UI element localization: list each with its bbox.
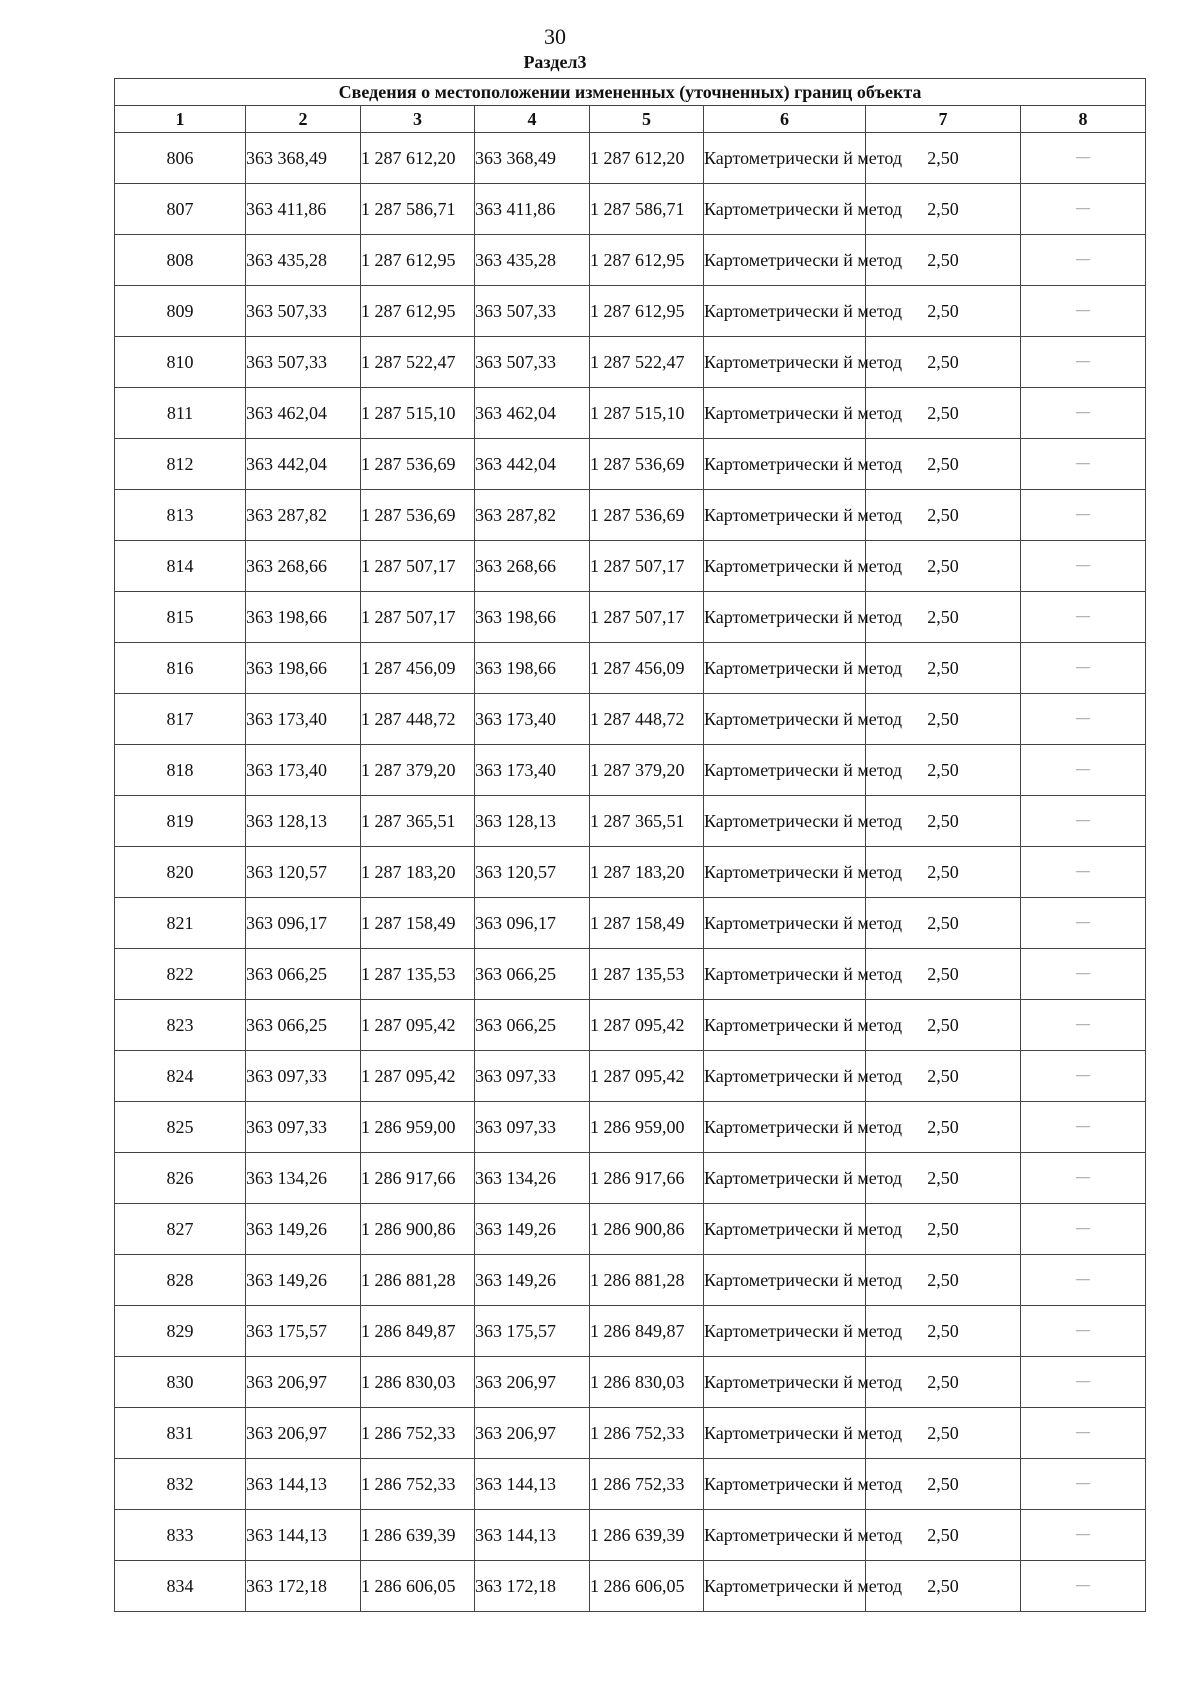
table-row	[115, 643, 1146, 694]
point-number-cell: 832	[115, 1459, 246, 1510]
table-row	[115, 745, 1146, 796]
new-y-cell: 1 287 586,71	[590, 184, 704, 235]
point-number-cell: 823	[115, 1000, 246, 1051]
method-cell: Картометрически й метод	[704, 745, 866, 796]
method-cell: Картометрически й метод	[704, 1255, 866, 1306]
old-y-cell: 1 287 379,20	[361, 745, 475, 796]
accuracy-cell: 2,50	[866, 133, 1021, 184]
accuracy-cell: 2,50	[866, 1306, 1021, 1357]
table-row	[115, 541, 1146, 592]
new-x-cell: 363 097,33	[475, 1102, 590, 1153]
point-number-cell: 810	[115, 337, 246, 388]
new-x-cell: 363 368,49	[475, 133, 590, 184]
table-row	[115, 235, 1146, 286]
old-x-cell: 363 287,82	[246, 490, 361, 541]
new-x-cell: 363 066,25	[475, 949, 590, 1000]
old-y-cell: 1 287 135,53	[361, 949, 475, 1000]
description-cell: —	[1021, 745, 1146, 796]
new-x-cell: 363 097,33	[475, 1051, 590, 1102]
new-x-cell: 363 198,66	[475, 592, 590, 643]
column-number: 1	[115, 106, 246, 133]
new-x-cell: 363 149,26	[475, 1204, 590, 1255]
accuracy-cell: 2,50	[866, 388, 1021, 439]
description-cell: —	[1021, 1408, 1146, 1459]
method-cell: Картометрически й метод	[704, 1000, 866, 1051]
old-y-cell: 1 287 095,42	[361, 1000, 475, 1051]
method-cell: Картометрически й метод	[704, 796, 866, 847]
point-number-cell: 825	[115, 1102, 246, 1153]
table-row	[115, 1000, 1146, 1051]
old-x-cell: 363 198,66	[246, 592, 361, 643]
table-row	[115, 1510, 1146, 1561]
old-x-cell: 363 149,26	[246, 1204, 361, 1255]
old-x-cell: 363 507,33	[246, 286, 361, 337]
old-x-cell: 363 134,26	[246, 1153, 361, 1204]
description-cell: —	[1021, 898, 1146, 949]
new-x-cell: 363 411,86	[475, 184, 590, 235]
table-row	[115, 1204, 1146, 1255]
new-x-cell: 363 268,66	[475, 541, 590, 592]
description-cell: —	[1021, 1102, 1146, 1153]
section-title: Раздел3	[523, 52, 587, 72]
old-x-cell: 363 173,40	[246, 745, 361, 796]
new-y-cell: 1 286 830,03	[590, 1357, 704, 1408]
method-cell: Картометрически й метод	[704, 235, 866, 286]
table-row	[115, 898, 1146, 949]
description-cell: —	[1021, 1000, 1146, 1051]
table-row	[115, 1459, 1146, 1510]
point-number-cell: 827	[115, 1204, 246, 1255]
old-x-cell: 363 435,28	[246, 235, 361, 286]
accuracy-cell: 2,50	[866, 847, 1021, 898]
description-cell: —	[1021, 1306, 1146, 1357]
table-row	[115, 694, 1146, 745]
table-row	[115, 1051, 1146, 1102]
method-cell: Картометрически й метод	[704, 1306, 866, 1357]
point-number-cell: 829	[115, 1306, 246, 1357]
method-cell: Картометрически й метод	[704, 1459, 866, 1510]
point-number-cell: 824	[115, 1051, 246, 1102]
description-cell: —	[1021, 1561, 1146, 1612]
old-y-cell: 1 287 536,69	[361, 490, 475, 541]
new-y-cell: 1 287 158,49	[590, 898, 704, 949]
accuracy-cell: 2,50	[866, 1204, 1021, 1255]
new-x-cell: 363 198,66	[475, 643, 590, 694]
table-body	[115, 133, 1146, 1612]
old-y-cell: 1 286 639,39	[361, 1510, 475, 1561]
table-row	[115, 1102, 1146, 1153]
old-y-cell: 1 287 448,72	[361, 694, 475, 745]
description-cell: —	[1021, 847, 1146, 898]
method-cell: Картометрически й метод	[704, 847, 866, 898]
point-number-cell: 807	[115, 184, 246, 235]
description-cell: —	[1021, 643, 1146, 694]
column-number: 8	[1021, 106, 1146, 133]
table-row	[115, 1357, 1146, 1408]
new-x-cell: 363 173,40	[475, 745, 590, 796]
new-y-cell: 1 287 095,42	[590, 1051, 704, 1102]
description-cell: —	[1021, 1255, 1146, 1306]
point-number-cell: 820	[115, 847, 246, 898]
old-x-cell: 363 198,66	[246, 643, 361, 694]
description-cell: —	[1021, 541, 1146, 592]
new-x-cell: 363 435,28	[475, 235, 590, 286]
new-y-cell: 1 287 456,09	[590, 643, 704, 694]
old-x-cell: 363 462,04	[246, 388, 361, 439]
method-cell: Картометрически й метод	[704, 1204, 866, 1255]
point-number-cell: 831	[115, 1408, 246, 1459]
description-cell: —	[1021, 949, 1146, 1000]
old-x-cell: 363 149,26	[246, 1255, 361, 1306]
accuracy-cell: 2,50	[866, 1459, 1021, 1510]
new-y-cell: 1 287 095,42	[590, 1000, 704, 1051]
point-number-cell: 817	[115, 694, 246, 745]
new-y-cell: 1 286 917,66	[590, 1153, 704, 1204]
method-cell: Картометрически й метод	[704, 949, 866, 1000]
point-number-cell: 811	[115, 388, 246, 439]
new-x-cell: 363 173,40	[475, 694, 590, 745]
description-cell: —	[1021, 439, 1146, 490]
new-x-cell: 363 134,26	[475, 1153, 590, 1204]
new-y-cell: 1 287 612,95	[590, 235, 704, 286]
new-x-cell: 363 507,33	[475, 286, 590, 337]
accuracy-cell: 2,50	[866, 949, 1021, 1000]
accuracy-cell: 2,50	[866, 541, 1021, 592]
accuracy-cell: 2,50	[866, 745, 1021, 796]
new-x-cell: 363 507,33	[475, 337, 590, 388]
old-x-cell: 363 128,13	[246, 796, 361, 847]
point-number-cell: 816	[115, 643, 246, 694]
old-x-cell: 363 096,17	[246, 898, 361, 949]
method-cell: Картометрически й метод	[704, 1561, 866, 1612]
accuracy-cell: 2,50	[866, 337, 1021, 388]
table-row	[115, 1255, 1146, 1306]
new-x-cell: 363 206,97	[475, 1357, 590, 1408]
new-x-cell: 363 144,13	[475, 1459, 590, 1510]
new-x-cell: 363 149,26	[475, 1255, 590, 1306]
page-number: 30	[544, 24, 566, 49]
accuracy-cell: 2,50	[866, 898, 1021, 949]
column-number: 3	[361, 106, 475, 133]
new-y-cell: 1 287 379,20	[590, 745, 704, 796]
old-y-cell: 1 286 917,66	[361, 1153, 475, 1204]
accuracy-cell: 2,50	[866, 1408, 1021, 1459]
accuracy-cell: 2,50	[866, 1153, 1021, 1204]
column-number-row	[115, 106, 1146, 133]
new-x-cell: 363 144,13	[475, 1510, 590, 1561]
table-row	[115, 337, 1146, 388]
old-y-cell: 1 287 612,95	[361, 235, 475, 286]
method-cell: Картометрически й метод	[704, 1408, 866, 1459]
table-row	[115, 847, 1146, 898]
point-number-cell: 830	[115, 1357, 246, 1408]
new-y-cell: 1 287 522,47	[590, 337, 704, 388]
new-x-cell: 363 287,82	[475, 490, 590, 541]
old-y-cell: 1 287 612,20	[361, 133, 475, 184]
description-cell: —	[1021, 490, 1146, 541]
description-cell: —	[1021, 337, 1146, 388]
description-cell: —	[1021, 1051, 1146, 1102]
new-y-cell: 1 287 536,69	[590, 439, 704, 490]
point-number-cell: 822	[115, 949, 246, 1000]
old-y-cell: 1 286 752,33	[361, 1408, 475, 1459]
new-y-cell: 1 287 612,95	[590, 286, 704, 337]
point-number-cell: 826	[115, 1153, 246, 1204]
new-y-cell: 1 286 849,87	[590, 1306, 704, 1357]
method-cell: Картометрически й метод	[704, 1510, 866, 1561]
column-number: 2	[246, 106, 361, 133]
accuracy-cell: 2,50	[866, 1102, 1021, 1153]
old-y-cell: 1 286 881,28	[361, 1255, 475, 1306]
old-x-cell: 363 206,97	[246, 1357, 361, 1408]
old-x-cell: 363 066,25	[246, 949, 361, 1000]
method-cell: Картометрически й метод	[704, 337, 866, 388]
method-cell: Картометрически й метод	[704, 184, 866, 235]
old-y-cell: 1 286 849,87	[361, 1306, 475, 1357]
accuracy-cell: 2,50	[866, 286, 1021, 337]
old-x-cell: 363 066,25	[246, 1000, 361, 1051]
old-x-cell: 363 268,66	[246, 541, 361, 592]
new-x-cell: 363 206,97	[475, 1408, 590, 1459]
new-x-cell: 363 096,17	[475, 898, 590, 949]
new-y-cell: 1 287 448,72	[590, 694, 704, 745]
table-row	[115, 1561, 1146, 1612]
new-x-cell: 363 066,25	[475, 1000, 590, 1051]
point-number-cell: 828	[115, 1255, 246, 1306]
accuracy-cell: 2,50	[866, 235, 1021, 286]
new-y-cell: 1 286 606,05	[590, 1561, 704, 1612]
table-row	[115, 1408, 1146, 1459]
method-cell: Картометрически й метод	[704, 643, 866, 694]
column-number: 4	[475, 106, 590, 133]
accuracy-cell: 2,50	[866, 184, 1021, 235]
new-x-cell: 363 172,18	[475, 1561, 590, 1612]
description-cell: —	[1021, 1459, 1146, 1510]
accuracy-cell: 2,50	[866, 439, 1021, 490]
point-number-cell: 813	[115, 490, 246, 541]
new-y-cell: 1 286 752,33	[590, 1408, 704, 1459]
new-x-cell: 363 442,04	[475, 439, 590, 490]
accuracy-cell: 2,50	[866, 1000, 1021, 1051]
description-cell: —	[1021, 1357, 1146, 1408]
old-x-cell: 363 144,13	[246, 1459, 361, 1510]
accuracy-cell: 2,50	[866, 490, 1021, 541]
old-x-cell: 363 097,33	[246, 1051, 361, 1102]
table-row	[115, 796, 1146, 847]
old-y-cell: 1 287 612,95	[361, 286, 475, 337]
old-y-cell: 1 287 522,47	[361, 337, 475, 388]
old-x-cell: 363 175,57	[246, 1306, 361, 1357]
point-number-cell: 809	[115, 286, 246, 337]
old-x-cell: 363 097,33	[246, 1102, 361, 1153]
new-x-cell: 363 462,04	[475, 388, 590, 439]
point-number-cell: 806	[115, 133, 246, 184]
new-x-cell: 363 128,13	[475, 796, 590, 847]
method-cell: Картометрически й метод	[704, 1153, 866, 1204]
accuracy-cell: 2,50	[866, 694, 1021, 745]
old-y-cell: 1 287 515,10	[361, 388, 475, 439]
description-cell: —	[1021, 796, 1146, 847]
accuracy-cell: 2,50	[866, 1255, 1021, 1306]
old-y-cell: 1 287 456,09	[361, 643, 475, 694]
old-x-cell: 363 206,97	[246, 1408, 361, 1459]
table-row	[115, 388, 1146, 439]
old-y-cell: 1 286 752,33	[361, 1459, 475, 1510]
point-number-cell: 814	[115, 541, 246, 592]
old-x-cell: 363 120,57	[246, 847, 361, 898]
description-cell: —	[1021, 133, 1146, 184]
old-x-cell: 363 507,33	[246, 337, 361, 388]
point-number-cell: 819	[115, 796, 246, 847]
new-y-cell: 1 287 507,17	[590, 541, 704, 592]
method-cell: Картометрически й метод	[704, 1051, 866, 1102]
old-y-cell: 1 287 586,71	[361, 184, 475, 235]
description-cell: —	[1021, 235, 1146, 286]
method-cell: Картометрически й метод	[704, 592, 866, 643]
accuracy-cell: 2,50	[866, 1561, 1021, 1612]
old-x-cell: 363 368,49	[246, 133, 361, 184]
accuracy-cell: 2,50	[866, 1357, 1021, 1408]
old-x-cell: 363 144,13	[246, 1510, 361, 1561]
new-y-cell: 1 287 515,10	[590, 388, 704, 439]
point-number-cell: 834	[115, 1561, 246, 1612]
table-caption: Сведения о местоположении измененных (уточненных) границ объекта	[115, 79, 1146, 106]
accuracy-cell: 2,50	[866, 796, 1021, 847]
new-y-cell: 1 286 900,86	[590, 1204, 704, 1255]
old-y-cell: 1 287 536,69	[361, 439, 475, 490]
point-number-cell: 808	[115, 235, 246, 286]
old-y-cell: 1 287 095,42	[361, 1051, 475, 1102]
new-y-cell: 1 287 507,17	[590, 592, 704, 643]
old-x-cell: 363 173,40	[246, 694, 361, 745]
new-y-cell: 1 287 536,69	[590, 490, 704, 541]
table-row	[115, 490, 1146, 541]
accuracy-cell: 2,50	[866, 643, 1021, 694]
table-row	[115, 1306, 1146, 1357]
new-x-cell: 363 120,57	[475, 847, 590, 898]
column-number: 5	[590, 106, 704, 133]
method-cell: Картометрически й метод	[704, 286, 866, 337]
new-y-cell: 1 287 612,20	[590, 133, 704, 184]
column-number: 7	[866, 106, 1021, 133]
table-row	[115, 439, 1146, 490]
description-cell: —	[1021, 1510, 1146, 1561]
point-number-cell: 833	[115, 1510, 246, 1561]
point-number-cell: 815	[115, 592, 246, 643]
description-cell: —	[1021, 184, 1146, 235]
method-cell: Картометрически й метод	[704, 1357, 866, 1408]
point-number-cell: 821	[115, 898, 246, 949]
new-x-cell: 363 175,57	[475, 1306, 590, 1357]
column-number: 6	[704, 106, 866, 133]
new-y-cell: 1 287 183,20	[590, 847, 704, 898]
old-y-cell: 1 287 365,51	[361, 796, 475, 847]
old-y-cell: 1 287 507,17	[361, 592, 475, 643]
method-cell: Картометрически й метод	[704, 490, 866, 541]
old-y-cell: 1 286 900,86	[361, 1204, 475, 1255]
old-x-cell: 363 172,18	[246, 1561, 361, 1612]
method-cell: Картометрически й метод	[704, 439, 866, 490]
table-row	[115, 286, 1146, 337]
old-y-cell: 1 286 606,05	[361, 1561, 475, 1612]
method-cell: Картометрически й метод	[704, 541, 866, 592]
description-cell: —	[1021, 694, 1146, 745]
method-cell: Картометрически й метод	[704, 898, 866, 949]
table-row	[115, 949, 1146, 1000]
description-cell: —	[1021, 1153, 1146, 1204]
method-cell: Картометрически й метод	[704, 694, 866, 745]
table-row	[115, 592, 1146, 643]
old-y-cell: 1 286 959,00	[361, 1102, 475, 1153]
new-y-cell: 1 286 752,33	[590, 1459, 704, 1510]
table-row	[115, 133, 1146, 184]
table-row	[115, 1153, 1146, 1204]
point-number-cell: 812	[115, 439, 246, 490]
boundary-coordinates-table	[114, 78, 1146, 1612]
old-x-cell: 363 411,86	[246, 184, 361, 235]
point-number-cell: 818	[115, 745, 246, 796]
method-cell: Картометрически й метод	[704, 388, 866, 439]
new-y-cell: 1 286 639,39	[590, 1510, 704, 1561]
description-cell: —	[1021, 1204, 1146, 1255]
description-cell: —	[1021, 286, 1146, 337]
new-y-cell: 1 286 959,00	[590, 1102, 704, 1153]
accuracy-cell: 2,50	[866, 592, 1021, 643]
old-x-cell: 363 442,04	[246, 439, 361, 490]
old-y-cell: 1 287 158,49	[361, 898, 475, 949]
new-y-cell: 1 287 135,53	[590, 949, 704, 1000]
accuracy-cell: 2,50	[866, 1051, 1021, 1102]
old-y-cell: 1 286 830,03	[361, 1357, 475, 1408]
method-cell: Картометрически й метод	[704, 1102, 866, 1153]
new-y-cell: 1 286 881,28	[590, 1255, 704, 1306]
method-cell: Картометрически й метод	[704, 133, 866, 184]
description-cell: —	[1021, 592, 1146, 643]
new-y-cell: 1 287 365,51	[590, 796, 704, 847]
description-cell: —	[1021, 388, 1146, 439]
old-y-cell: 1 287 183,20	[361, 847, 475, 898]
old-y-cell: 1 287 507,17	[361, 541, 475, 592]
accuracy-cell: 2,50	[866, 1510, 1021, 1561]
table-row	[115, 184, 1146, 235]
